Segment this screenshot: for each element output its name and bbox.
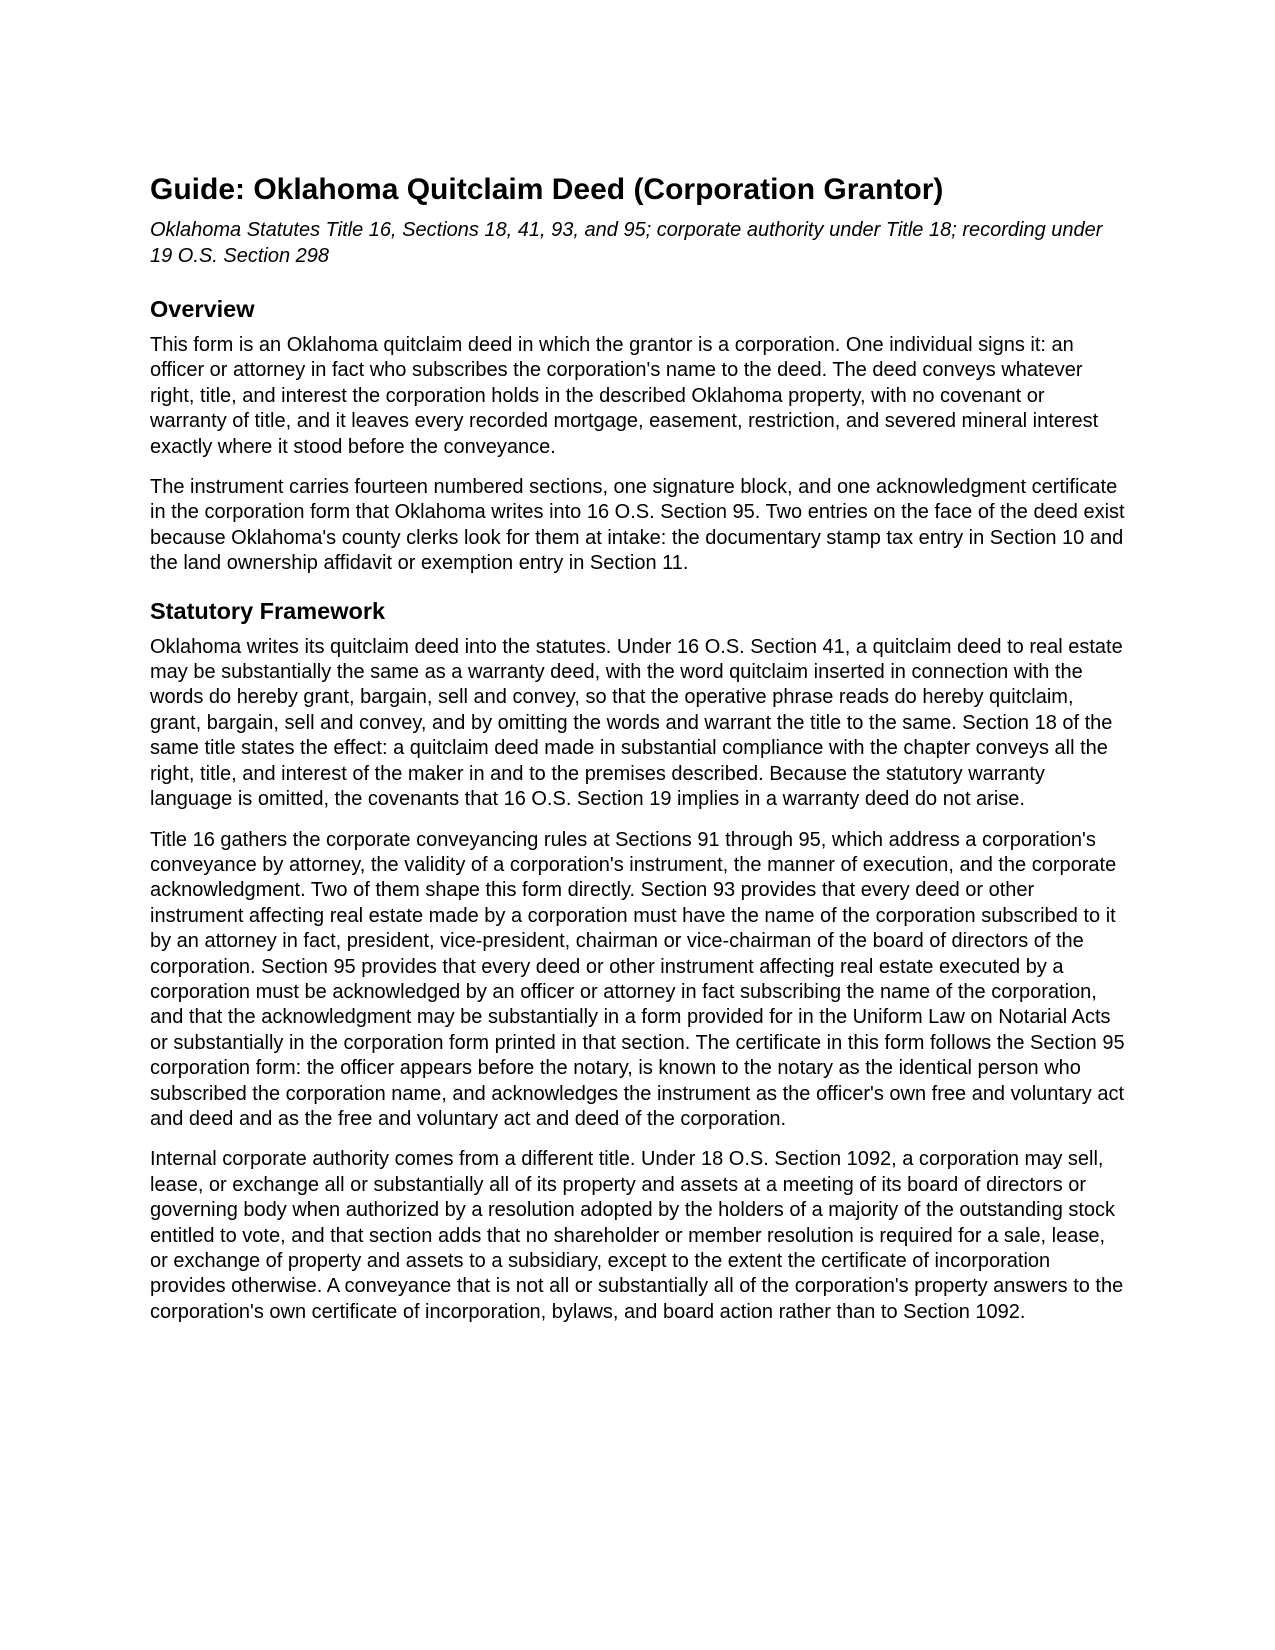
document-title: Guide: Oklahoma Quitclaim Deed (Corporation Grantor) xyxy=(150,173,944,206)
overview-paragraph-1: This form is an Oklahoma quitclaim deed in which the grantor is a corporation. One individual signs it: an officer or attorney in fact who subscribes the corporation's name to the deed. The deed conveys whatever right, title, and interest the corporation holds in the described Oklahoma property, with no covenant or warranty of title, and it leaves every recorded mortgage, easement, restriction, and severed mineral interest exactly where it stood before the conveyance. xyxy=(150,334,1099,458)
document-subtitle: Oklahoma Statutes Title 16, Sections 18, 41, 93, and 95; corporate authority under Title 18; recording under 19 O.S. Section 298 xyxy=(150,219,1103,267)
document-page xyxy=(150,172,1125,1325)
section-heading-overview: Overview xyxy=(150,296,255,322)
framework-paragraph-3: Internal corporate authority comes from a different title. Under 18 O.S. Section 1092, a corporation may sell, lease, or exchange all or substantially all of its property and assets at a meeting of its board of directors or governing body when authorized by a resolution adopted by the holders of a majority of the outstanding stock entitled to vote, and that section adds that no shareholder or member resolution is required for a sale, lease, or exchange of property and assets to a subsidiary, except to the extent the certificate of incorporation provides otherwise. A conveyance that is not all or substantially all of the corporation's property answers to the corporation's own certificate of incorporation, bylaws, and board action rather than to Section 1092. xyxy=(150,1148,1124,1323)
framework-paragraph-2: Title 16 gathers the corporate conveyancing rules at Sections 91 through 95, which address a corporation's conveyance by attorney, the validity of a corporation's instrument, the manner of execution, and the corporate acknowledgment. Two of them shape this form directly. Section 93 provides that every deed or other instrument affecting real estate made by a corporation must have the name of the corporation subscribed to it by an attorney in fact, president, vice-president, chairman or vice-chairman of the board of directors of the corporation. Section 95 provides that every deed or other instrument affecting real estate executed by a corporation must be acknowledged by an officer or attorney in fact subscribing the name of the corporation, and that the acknowledgment may be substantially in a form provided for in the Uniform Law on Notarial Acts or substantially in the corporation form printed in that section. The certificate in this form follows the Section 95 corporation form: the officer appears before the notary, is known to the notary as the identical person who subscribed the corporation name, and acknowledges the instrument as the officer's own free and voluntary act and deed and as the free and voluntary act and deed of the corporation. xyxy=(150,828,1125,1130)
framework-paragraph-1: Oklahoma writes its quitclaim deed into the statutes. Under 16 O.S. Section 41, a quitclaim deed to real estate may be substantially the same as a warranty deed, with the word quitclaim inserted in connection with the words do hereby grant, bargain, sell and convey, so that the operative phrase reads do hereby quitclaim, grant, bargain, sell and convey, and by omitting the words and warrant the title to the same. Section 18 of the same title states the effect: a quitclaim deed made in substantial compliance with the chapter conveys all the right, title, and interest of the maker in and to the premises described. Because the statutory warranty language is omitted, the covenants that 16 O.S. Section 19 implies in a warranty deed do not arise. xyxy=(150,635,1123,811)
overview-paragraph-2: The instrument carries fourteen numbered sections, one signature block, and one acknowledgment certificate in the corporation form that Oklahoma writes into 16 O.S. Section 95. Two entries on the face of the deed exist because Oklahoma's county clerks look for them at intake: the documentary stamp tax entry in Section 10 and the land ownership affidavit or exemption entry in Section 11. xyxy=(150,476,1125,575)
section-heading-statutory-framework: Statutory Framework xyxy=(150,597,386,624)
